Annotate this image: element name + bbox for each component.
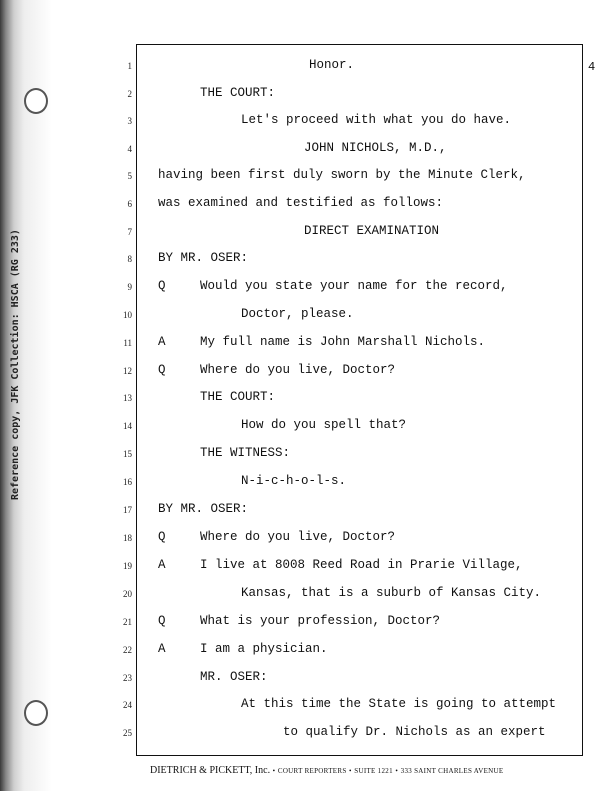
footer-separator: • xyxy=(272,767,276,775)
question-marker: Q xyxy=(158,363,166,377)
line-number: 20 xyxy=(123,589,132,599)
line-number: 3 xyxy=(127,116,132,126)
footer-separator: • xyxy=(349,767,352,775)
section-heading: DIRECT EXAMINATION xyxy=(304,224,440,238)
transcript-line: having been first duly sworn by the Minute Clerk, xyxy=(158,168,526,182)
examiner-label: BY MR. OSER: xyxy=(158,251,249,265)
examiner-label: BY MR. OSER: xyxy=(158,502,249,516)
line-number: 5 xyxy=(127,171,132,181)
transcript-line: Would you state your name for the record, xyxy=(200,279,508,293)
transcript-line: My full name is John Marshall Nichols. xyxy=(200,335,486,349)
question-marker: Q xyxy=(158,530,166,544)
transcript-line: I live at 8008 Reed Road in Prarie Village, xyxy=(200,558,523,572)
footer-suite: SUITE 1221 xyxy=(354,767,393,775)
transcript-line: What is your profession, Doctor? xyxy=(200,614,441,628)
transcript-line: I am a physician. xyxy=(200,642,328,656)
speaker-label: THE WITNESS: xyxy=(200,446,291,460)
answer-marker: A xyxy=(158,642,166,656)
line-number: 14 xyxy=(123,421,132,431)
line-number: 9 xyxy=(127,282,132,292)
speaker-label: THE COURT: xyxy=(200,390,276,404)
page-number: 4 xyxy=(588,60,596,74)
line-number: 18 xyxy=(123,533,132,543)
punch-hole xyxy=(24,700,48,726)
line-number: 15 xyxy=(123,449,132,459)
line-number: 11 xyxy=(123,338,132,348)
line-number: 8 xyxy=(127,254,132,264)
witness-heading: JOHN NICHOLS, M.D., xyxy=(304,141,447,155)
line-number: 6 xyxy=(127,199,132,209)
line-number: 21 xyxy=(123,617,132,627)
transcript-line: to qualify Dr. Nichols as an expert xyxy=(283,725,546,739)
line-number: 13 xyxy=(123,393,132,403)
punch-hole xyxy=(24,88,48,114)
transcript-line: Honor. xyxy=(309,58,355,72)
question-marker: Q xyxy=(158,279,166,293)
question-marker: Q xyxy=(158,614,166,628)
line-number: 16 xyxy=(123,477,132,487)
line-number: 25 xyxy=(123,728,132,738)
footer-separator: • xyxy=(395,767,399,775)
line-number: 2 xyxy=(127,89,132,99)
answer-marker: A xyxy=(158,558,166,572)
line-number: 22 xyxy=(123,645,132,655)
line-number: 4 xyxy=(127,144,132,154)
line-number: 1 xyxy=(127,61,132,71)
line-number: 24 xyxy=(123,700,132,710)
answer-marker: A xyxy=(158,335,166,349)
transcript-line: Where do you live, Doctor? xyxy=(200,530,396,544)
transcript-line: Where do you live, Doctor? xyxy=(200,363,396,377)
line-number: 17 xyxy=(123,505,132,515)
line-number: 7 xyxy=(127,227,132,237)
reference-label: Reference copy, JFK Collection: HSCA (RG 233) xyxy=(10,229,21,500)
line-number: 23 xyxy=(123,673,132,683)
transcript-line: Kansas, that is a suburb of Kansas City. xyxy=(241,586,542,600)
transcript-line: N-i-c-h-o-l-s. xyxy=(241,474,347,488)
footer-address: 333 SAINT CHARLES AVENUE xyxy=(400,767,504,775)
transcript-line: How do you spell that? xyxy=(241,418,407,432)
line-number: 19 xyxy=(123,561,132,571)
speaker-label: MR. OSER: xyxy=(200,670,268,684)
scan-binding-edge xyxy=(0,0,52,791)
reporter-footer xyxy=(150,765,580,776)
speaker-label: THE COURT: xyxy=(200,86,276,100)
firm-name: DIETRICH & PICKETT, Inc. xyxy=(150,765,271,776)
transcript-line: Doctor, please. xyxy=(241,307,354,321)
line-number: 10 xyxy=(123,310,132,320)
transcript-line: was examined and testified as follows: xyxy=(158,196,444,210)
transcript-line: Let's proceed with what you do have. xyxy=(241,113,512,127)
footer-role: COURT REPORTERS xyxy=(277,767,347,775)
line-number: 12 xyxy=(123,366,132,376)
transcript-line: At this time the State is going to attempt xyxy=(241,697,557,711)
